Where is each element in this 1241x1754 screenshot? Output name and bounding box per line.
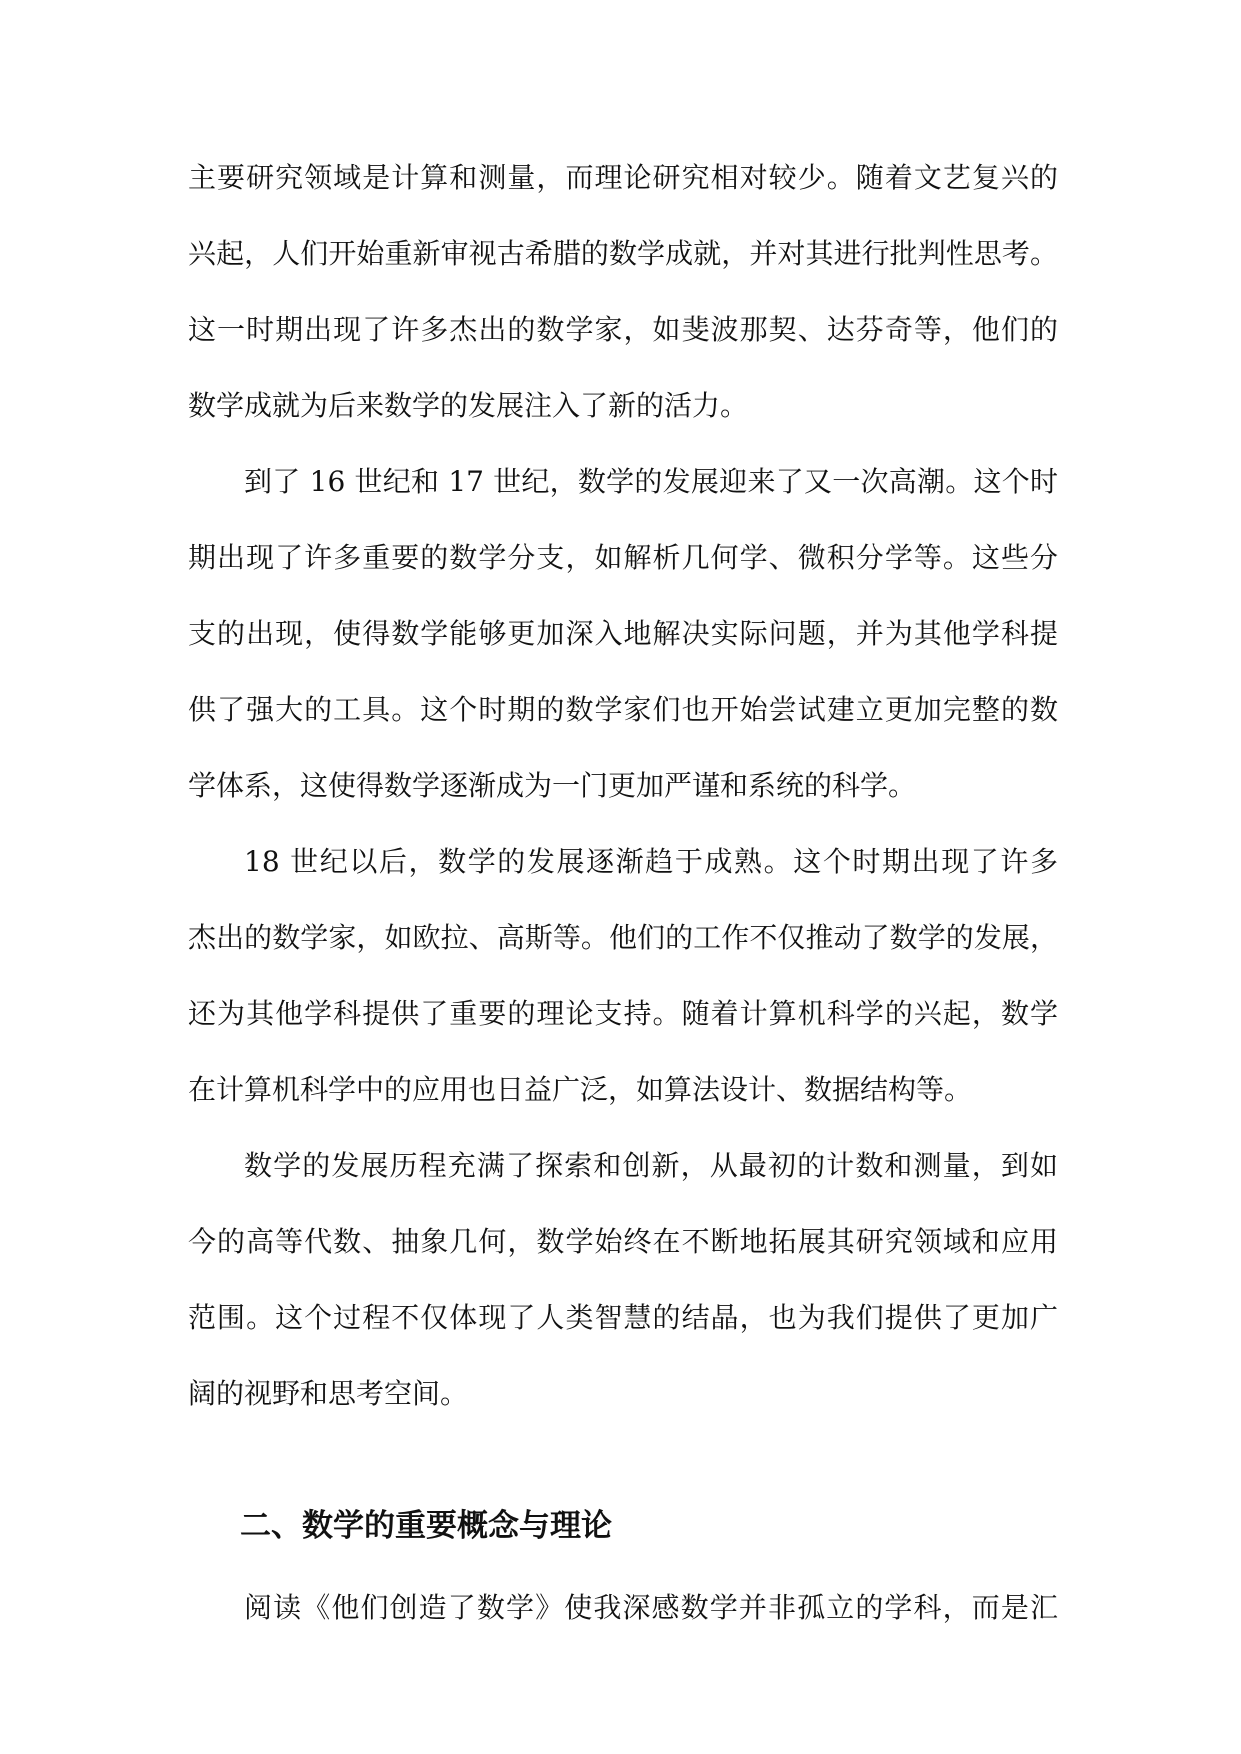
paragraph-line: 期出现了许多重要的数学分支，如解析几何学、微积分学等。这些分 xyxy=(188,541,1058,574)
paragraph-line: 这一时期出现了许多杰出的数学家，如斐波那契、达芬奇等，他们的 xyxy=(188,313,1058,346)
paragraph-line: 数学的发展历程充满了探索和创新，从最初的计数和测量，到如 xyxy=(244,1149,1058,1182)
paragraph-line: 支的出现，使得数学能够更加深入地解决实际问题，并为其他学科提 xyxy=(188,617,1058,650)
paragraph-1 xyxy=(188,140,1058,444)
paragraph-4 xyxy=(188,1128,1058,1432)
paragraph-2 xyxy=(188,444,1058,824)
paragraph-line: 兴起，人们开始重新审视古希腊的数学成就，并对其进行批判性思考。 xyxy=(188,237,1058,270)
paragraph-3 xyxy=(188,824,1058,1128)
paragraph-line: 数学成就为后来数学的发展注入了新的活力。 xyxy=(188,389,749,422)
section-heading: 二、数学的重要概念与理论 xyxy=(240,1508,612,1544)
paragraph-line: 到了 16 世纪和 17 世纪，数学的发展迎来了又一次高潮。这个时 xyxy=(244,465,1058,498)
paragraph-5 xyxy=(188,1570,1058,1646)
paragraph-line: 阅读《他们创造了数学》使我深感数学并非孤立的学科，而是汇 xyxy=(244,1591,1058,1624)
paragraph-line: 主要研究领域是计算和测量，而理论研究相对较少。随着文艺复兴的 xyxy=(188,161,1058,194)
paragraph-line: 杰出的数学家，如欧拉、高斯等。他们的工作不仅推动了数学的发展， xyxy=(188,921,1058,954)
document-body xyxy=(188,140,1058,1646)
paragraph-line: 18 世纪以后，数学的发展逐渐趋于成熟。这个时期出现了许多 xyxy=(244,845,1058,878)
paragraph-line: 供了强大的工具。这个时期的数学家们也开始尝试建立更加完整的数 xyxy=(188,693,1058,726)
paragraph-line: 学体系，这使得数学逐渐成为一门更加严谨和系统的科学。 xyxy=(188,769,917,802)
paragraph-line: 范围。这个过程不仅体现了人类智慧的结晶，也为我们提供了更加广 xyxy=(188,1301,1058,1334)
paragraph-line: 还为其他学科提供了重要的理论支持。随着计算机科学的兴起，数学 xyxy=(188,997,1058,1030)
paragraph-line: 阔的视野和思考空间。 xyxy=(188,1377,469,1410)
paragraph-line: 在计算机科学中的应用也日益广泛，如算法设计、数据结构等。 xyxy=(188,1073,973,1106)
paragraph-line: 今的高等代数、抽象几何，数学始终在不断地拓展其研究领域和应用 xyxy=(188,1225,1058,1258)
